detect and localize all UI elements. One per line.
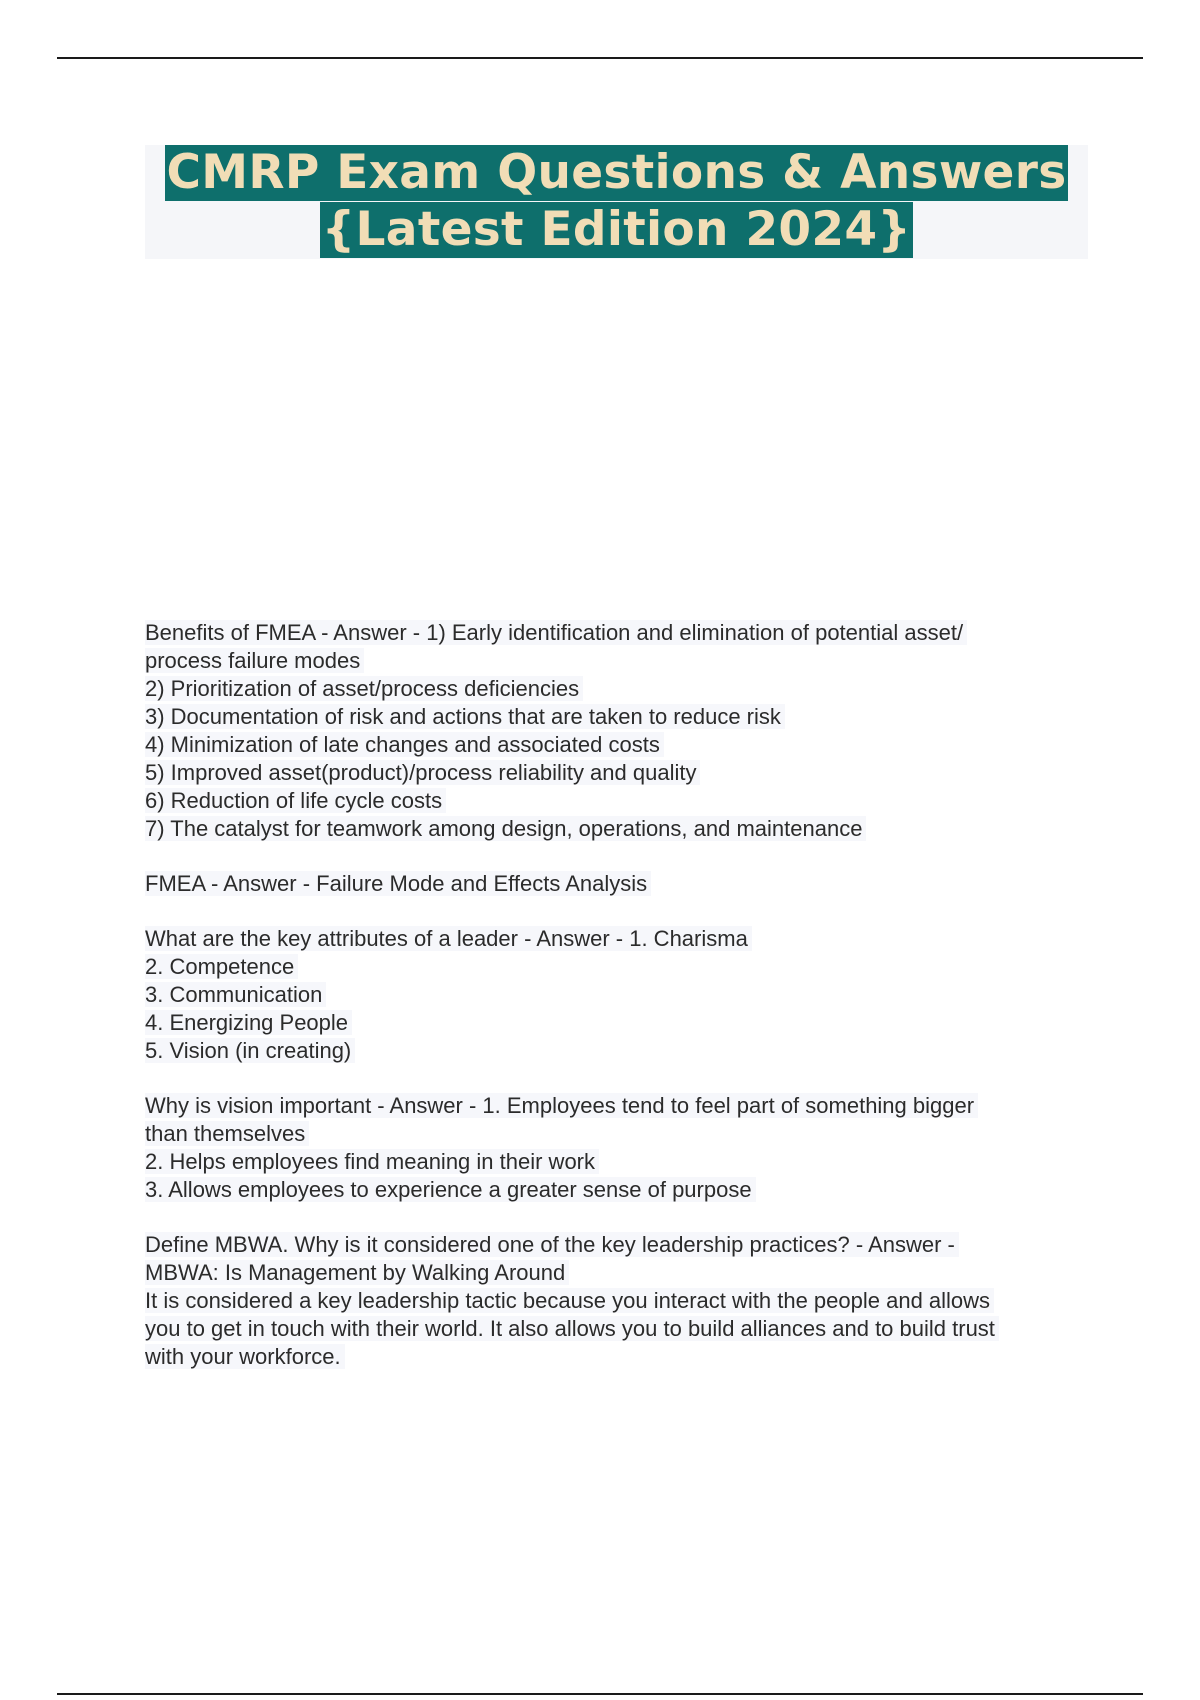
qa-line: 5) Improved asset(product)/process reliability and quality <box>145 760 700 785</box>
qa-list <box>145 619 1095 1398</box>
qa-line: Why is vision important - Answer - 1. Employees tend to feel part of something bigger <box>145 1093 978 1118</box>
qa-line: 5. Vision (in creating) <box>145 1038 355 1063</box>
qa-line: 2. Competence <box>145 954 298 979</box>
qa-line: 6) Reduction of life cycle costs <box>145 788 446 813</box>
qa-line: you to get in touch with their world. It also allows you to build alliances and to build trust <box>145 1316 999 1341</box>
qa-line: FMEA - Answer - Failure Mode and Effects Analysis <box>145 871 651 896</box>
qa-line: 4) Minimization of late changes and associated costs <box>145 732 664 757</box>
qa-line: 7) The catalyst for teamwork among design, operations, and maintenance <box>145 816 866 841</box>
qa-item-vision-importance <box>145 1092 1095 1204</box>
qa-line: Define MBWA. Why is it considered one of the key leadership practices? - Answer - <box>145 1232 959 1257</box>
qa-line: 3) Documentation of risk and actions that are taken to reduce risk <box>145 704 785 729</box>
qa-line: Benefits of FMEA - Answer - 1) Early identification and elimination of potential asset/ <box>145 620 967 645</box>
qa-line: MBWA: Is Management by Walking Around <box>145 1260 569 1285</box>
qa-item-fmea-benefits <box>145 619 1095 843</box>
top-rule <box>57 57 1143 59</box>
document-title <box>145 145 1088 259</box>
qa-line: 3. Communication <box>145 982 326 1007</box>
title-line-2: {Latest Edition 2024} <box>321 202 912 257</box>
qa-line: What are the key attributes of a leader - Answer - 1. Charisma <box>145 926 752 951</box>
qa-line: 4. Energizing People <box>145 1010 352 1035</box>
qa-line: 2) Prioritization of asset/process deficiencies <box>145 676 583 701</box>
bottom-rule <box>57 1693 1143 1695</box>
qa-line: It is considered a key leadership tactic because you interact with the people and allows <box>145 1288 994 1313</box>
qa-item-leader-attributes <box>145 925 1095 1065</box>
qa-line: than themselves <box>145 1121 309 1146</box>
title-line-1: CMRP Exam Questions & Answers <box>166 145 1067 200</box>
qa-item-fmea-definition <box>145 870 1095 898</box>
qa-item-mbwa <box>145 1231 1095 1371</box>
qa-line: process failure modes <box>145 648 364 673</box>
qa-line: 3. Allows employees to experience a greater sense of purpose <box>145 1177 756 1202</box>
qa-line: with your workforce. <box>145 1344 345 1369</box>
qa-line: 2. Helps employees find meaning in their work <box>145 1149 599 1174</box>
